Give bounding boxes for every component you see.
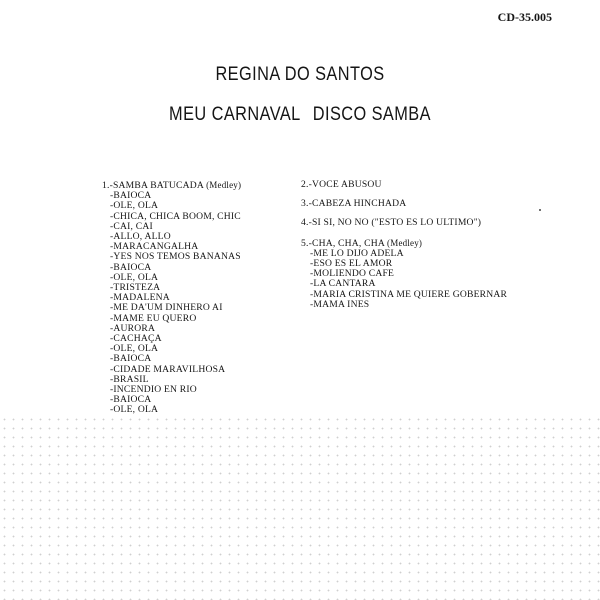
medley-item: -MARACANGALHA <box>110 241 199 253</box>
track-2-heading <box>301 180 507 190</box>
medley-item: -BAIOCA <box>110 261 152 273</box>
medley-item: -CAI, CAI <box>110 220 153 232</box>
medley-item: -OLE, OLA <box>110 200 159 212</box>
medley-item: -BAIOCA <box>110 353 152 365</box>
catalog-number: CD-35.005 <box>497 10 552 24</box>
album-title-part1: MEU CARNAVAL <box>169 104 301 125</box>
track-3-heading <box>301 199 507 209</box>
track-number: 3.- <box>301 198 312 210</box>
medley-item: -ME DA'UM DINHERO AI <box>110 302 223 314</box>
track-number: 4.- <box>301 217 312 229</box>
track-note: (Medley) <box>206 180 242 190</box>
dotted-pattern-background <box>0 415 600 600</box>
medley-item: -TRISTEZA <box>110 282 161 294</box>
track-title: CHA, CHA, CHA <box>312 237 385 249</box>
track-3 <box>301 199 507 209</box>
track-title: SI SI, NO NO ("ESTO ES LO ULTIMO") <box>312 217 482 229</box>
stray-dot <box>539 209 541 211</box>
medley-item: -BAIOCA <box>110 190 152 202</box>
track-note: (Medley) <box>387 237 423 248</box>
medley-item: -MAME EU QUERO <box>110 312 197 324</box>
track-4-heading <box>301 218 507 228</box>
medley-item: -ME LO DIJO ADELA <box>310 247 404 259</box>
track-2 <box>301 180 507 190</box>
medley-item: -LA CANTARA <box>310 278 376 290</box>
medley-item: -BRASIL <box>110 373 149 385</box>
medley-item: -INCENDIO EN RIO <box>110 384 197 396</box>
track-1 <box>102 180 241 416</box>
track-number: 5.- <box>301 237 312 249</box>
artist-name: REGINA DO SANTOS <box>215 64 385 85</box>
medley-item: -YES NOS TEMOS BANANAS <box>110 251 241 263</box>
medley-item: -MAMA INES <box>310 298 370 310</box>
medley-item: -MOLIENDO CAFE <box>310 268 395 280</box>
medley-item: -ESO ES EL AMOR <box>310 258 393 270</box>
medley-item: -OLE, OLA <box>110 271 159 283</box>
medley-item: -MADALENA <box>110 292 170 304</box>
medley-item: -OLE, OLA <box>110 343 159 355</box>
tracklist-right-column <box>301 180 507 319</box>
medley-item: -CIDADE MARAVILHOSA <box>110 363 226 375</box>
track-number: 2.- <box>301 179 312 190</box>
track-5 <box>301 238 507 310</box>
medley-item: -ALLO, ALLO <box>110 231 171 243</box>
track-title: VOCE ABUSOU <box>312 179 382 190</box>
medley-item: -MARIA CRISTINA ME QUIERE GOBERNAR <box>310 288 508 300</box>
track-title: CABEZA HINCHADA <box>312 198 407 210</box>
album-title <box>42 104 558 126</box>
track-number: 1.- <box>102 180 113 191</box>
track-title: SAMBA BATUCADA <box>113 180 204 191</box>
medley-item: -CHICA, CHICA BOOM, CHIC <box>110 210 241 222</box>
medley-item: -AURORA <box>110 322 156 334</box>
tracklist-left-column <box>102 180 241 416</box>
medley-item: -BAIOCA <box>110 394 152 406</box>
album-title-part2: DISCO SAMBA <box>312 104 431 125</box>
track-4 <box>301 218 507 228</box>
medley-item: -OLE, OLA <box>110 404 159 416</box>
medley-item: -CACHAÇA <box>110 333 162 345</box>
